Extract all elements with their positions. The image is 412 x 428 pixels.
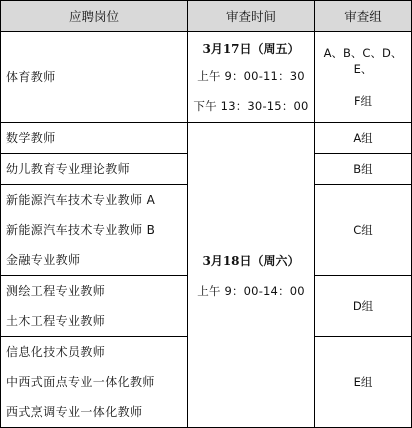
position-name: 测绘工程专业教师 bbox=[6, 284, 106, 298]
header-row bbox=[1, 1, 412, 32]
position-cell bbox=[1, 123, 188, 154]
review-time-morning: 上午 9：00-11：30 bbox=[197, 69, 305, 83]
position-name: 信息化技术员教师 bbox=[6, 345, 106, 359]
position-name: 土木工程专业教师 bbox=[6, 314, 106, 328]
table-row bbox=[1, 32, 412, 123]
group-cell bbox=[315, 123, 412, 154]
position-name: 新能源汽车技术专业教师 B bbox=[6, 223, 156, 237]
position-cell bbox=[1, 32, 188, 123]
position-name: 中西式面点专业一体化教师 bbox=[6, 375, 155, 389]
group-label: F组 bbox=[353, 94, 373, 108]
group-label: D组 bbox=[352, 299, 374, 313]
position-cell bbox=[1, 337, 188, 428]
group-cell bbox=[315, 154, 412, 185]
position-name: 数学教师 bbox=[6, 131, 56, 145]
position-cell bbox=[1, 154, 188, 185]
position-name: 金融专业教师 bbox=[6, 253, 81, 267]
group-label: A组 bbox=[353, 131, 373, 145]
group-cell bbox=[315, 337, 412, 428]
group-label: C组 bbox=[353, 223, 373, 237]
review-date: 3月17日（周五） bbox=[202, 42, 300, 56]
position-name: 幼儿教育专业理论教师 bbox=[6, 162, 131, 176]
group-cell bbox=[315, 32, 412, 123]
group-cell bbox=[315, 185, 412, 276]
header-position: 应聘岗位 bbox=[1, 1, 188, 32]
position-name: 西式烹调专业一体化教师 bbox=[6, 405, 143, 419]
group-label: E组 bbox=[353, 375, 373, 389]
position-cell bbox=[1, 276, 188, 337]
review-time-morning: 上午 9：00-14：00 bbox=[197, 283, 305, 298]
position-name: 新能源汽车技术专业教师 A bbox=[6, 193, 156, 207]
table-row bbox=[1, 123, 412, 154]
time-cell bbox=[188, 32, 315, 123]
position-cell bbox=[1, 185, 188, 276]
group-cell bbox=[315, 276, 412, 337]
time-cell bbox=[188, 123, 315, 428]
review-date: 3月18日（周六） bbox=[202, 253, 300, 268]
header-time: 审查时间 bbox=[188, 1, 315, 32]
position-name: 体育教师 bbox=[6, 70, 56, 84]
header-group: 审查组 bbox=[315, 1, 412, 32]
review-time-afternoon: 下午 13：30-15：00 bbox=[193, 99, 309, 113]
group-label: B组 bbox=[353, 162, 373, 176]
group-label: A、B、C、D、E、 bbox=[323, 46, 403, 76]
